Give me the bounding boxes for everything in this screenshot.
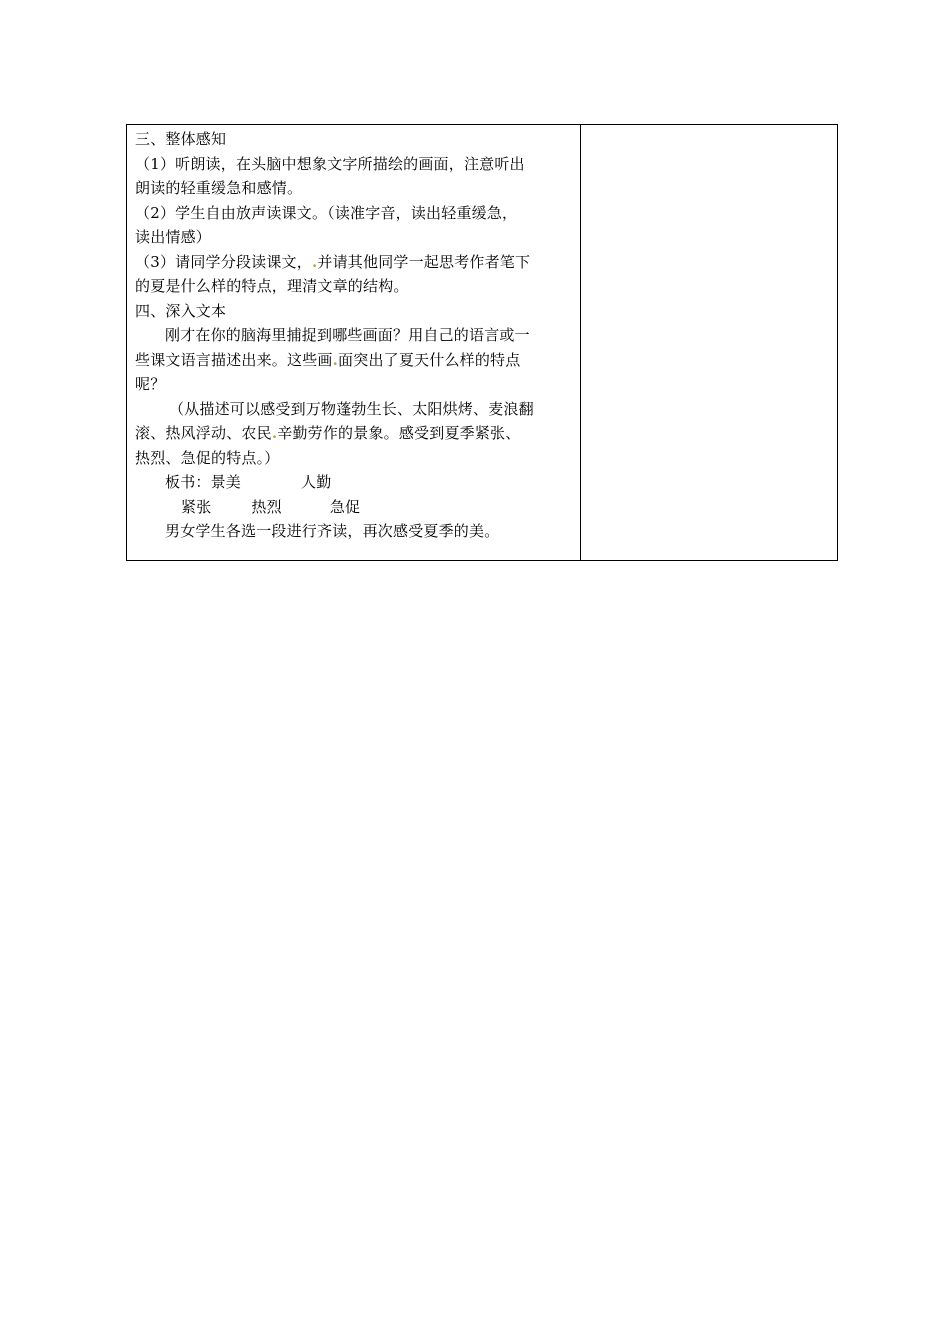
cell-content xyxy=(127,125,580,544)
step3-line2: 的夏是什么样的特点，理清文章的结构。 xyxy=(135,277,409,295)
lesson-plan-table xyxy=(126,124,838,561)
table-row xyxy=(127,125,838,561)
notes-cell xyxy=(581,125,838,561)
step1-line2: 朗读的轻重缓急和感情。 xyxy=(135,179,303,197)
blackboard-item: 人勤 xyxy=(301,473,332,491)
question-line2 xyxy=(135,348,572,373)
blackboard-item: 紧张 xyxy=(181,497,212,516)
section-heading-deep-reading: 四、深入文本 xyxy=(135,301,227,320)
step3-line1-part-b: 并请其他同学一起思考作者笔下 xyxy=(317,252,531,271)
teaching-process-cell xyxy=(127,125,581,561)
step2-line1: （2）学生自由放声读课文。（读准字音，读出轻重缓急， xyxy=(135,203,518,222)
step3-line1-part-a: （3）请同学分段读课文， xyxy=(135,252,312,271)
blackboard-row2 xyxy=(135,495,572,520)
stray-mark: . xyxy=(271,424,278,442)
stray-mark: . xyxy=(311,252,318,271)
answer-line2-part-a: 滚、热风浮动、农民 xyxy=(135,424,272,442)
blackboard-row1 xyxy=(135,470,572,495)
question-line2-part-b: 面突出了夏天什么样的特点 xyxy=(338,350,521,369)
blackboard-item: 热烈 xyxy=(251,497,282,516)
section-heading-overall-perception: 三、整体感知 xyxy=(135,130,227,148)
answer-line2-part-b: 辛勤劳作的景象。感受到夏季紧张、 xyxy=(277,424,521,442)
answer-line1: （从描述可以感受到万物蓬勃生长、太阳烘烤、麦浪翻 xyxy=(169,399,534,418)
stray-mark: . xyxy=(332,350,339,369)
question-line3: 呢？ xyxy=(135,375,166,393)
blackboard-item: 急促 xyxy=(329,497,361,516)
question-line2-part-a: 些课文语言描述出来。这些画 xyxy=(135,350,333,369)
question-line1: 刚才在你的脑海里捕捉到哪些画面？用自己的语言或一 xyxy=(165,326,530,344)
closing-activity: 男女学生各选一段进行齐读，再次感受夏季的美。 xyxy=(165,522,500,540)
answer-line3: 热烈、急促的特点。） xyxy=(135,448,280,467)
step1-line1: （1）听朗读，在头脑中想象文字所描绘的画面，注意听出 xyxy=(135,154,525,173)
blackboard-label: 板书：景美 xyxy=(165,473,242,491)
step3-line1 xyxy=(135,250,572,275)
answer-line2 xyxy=(135,421,572,446)
step2-line2: 读出情感） xyxy=(135,228,212,246)
